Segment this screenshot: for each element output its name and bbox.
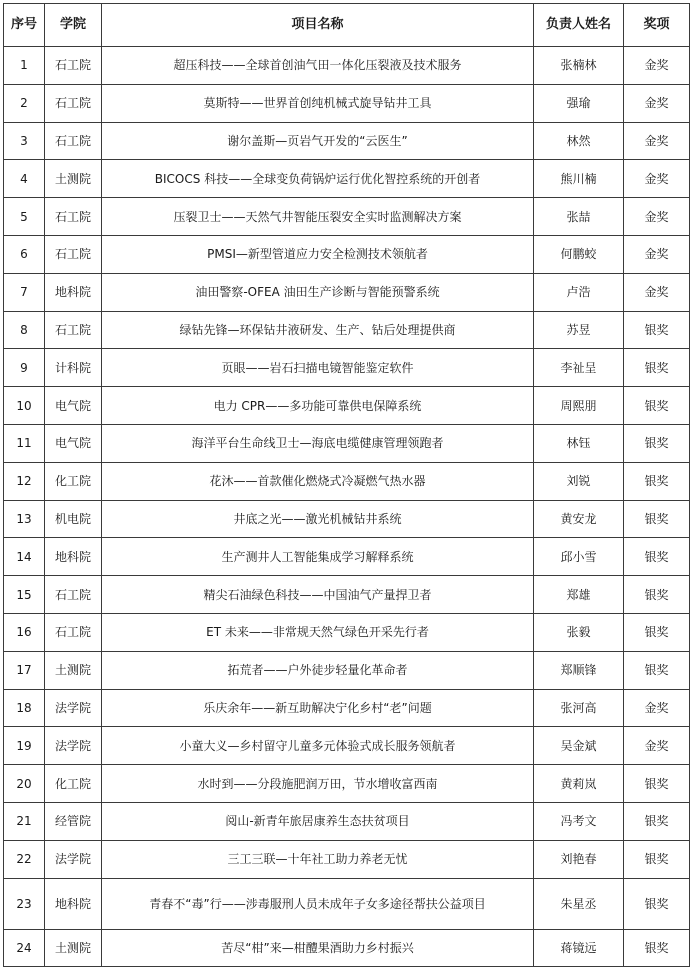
project-name-cell: 精尖石油绿色科技——中国油气产量捍卫者 — [102, 576, 534, 614]
college-cell: 计科院 — [45, 349, 102, 387]
table-row — [4, 349, 690, 387]
college-cell: 地科院 — [45, 878, 102, 929]
table-row — [4, 613, 690, 651]
project-name-cell: 阅山-新青年旅居康养生态扶贫项目 — [102, 802, 534, 840]
project-name-cell: 绿钻先锋—环保钻井液研发、生产、钻后处理提供商 — [102, 311, 534, 349]
award-cell: 银奖 — [624, 613, 690, 651]
table-row — [4, 878, 690, 929]
table-row — [4, 424, 690, 462]
award-cell: 金奖 — [624, 160, 690, 198]
project-name-cell: 井底之光——激光机械钻井系统 — [102, 500, 534, 538]
header-leader: 负责人姓名 — [534, 4, 624, 47]
table-row — [4, 311, 690, 349]
table-row — [4, 122, 690, 160]
row-number-cell: 12 — [4, 462, 45, 500]
award-cell: 银奖 — [624, 576, 690, 614]
college-cell: 石工院 — [45, 122, 102, 160]
table-row — [4, 84, 690, 122]
leader-name-cell: 张河高 — [534, 689, 624, 727]
table-body — [4, 47, 690, 967]
college-cell: 石工院 — [45, 613, 102, 651]
award-cell: 银奖 — [624, 311, 690, 349]
college-cell: 石工院 — [45, 198, 102, 236]
table-row — [4, 462, 690, 500]
project-name-cell: 超压科技——全球首创油气田一体化压裂液及技术服务 — [102, 47, 534, 85]
row-number-cell: 5 — [4, 198, 45, 236]
college-cell: 电气院 — [45, 387, 102, 425]
award-cell: 银奖 — [624, 765, 690, 803]
project-name-cell: 拓荒者——户外徒步轻量化革命者 — [102, 651, 534, 689]
leader-name-cell: 何鹏蛟 — [534, 235, 624, 273]
project-name-cell: 三工三联—十年社工助力养老无忧 — [102, 840, 534, 878]
project-name-cell: 青春不“毒”行——涉毒服刑人员未成年子女多途径帮扶公益项目 — [102, 878, 534, 929]
award-cell: 金奖 — [624, 689, 690, 727]
row-number-cell: 22 — [4, 840, 45, 878]
row-number-cell: 11 — [4, 424, 45, 462]
award-cell: 银奖 — [624, 462, 690, 500]
award-cell: 银奖 — [624, 500, 690, 538]
leader-name-cell: 朱星丞 — [534, 878, 624, 929]
award-cell: 金奖 — [624, 235, 690, 273]
project-name-cell: 油田警察-OFEA 油田生产诊断与智能预警系统 — [102, 273, 534, 311]
award-cell: 金奖 — [624, 122, 690, 160]
row-number-cell: 14 — [4, 538, 45, 576]
leader-name-cell: 黄莉岚 — [534, 765, 624, 803]
table-row — [4, 727, 690, 765]
leader-name-cell: 郑雄 — [534, 576, 624, 614]
award-cell: 银奖 — [624, 802, 690, 840]
project-name-cell: 海洋平台生命线卫士—海底电缆健康管理领跑者 — [102, 424, 534, 462]
table-row — [4, 235, 690, 273]
row-number-cell: 10 — [4, 387, 45, 425]
row-number-cell: 21 — [4, 802, 45, 840]
leader-name-cell: 张毅 — [534, 613, 624, 651]
project-name-cell: 小童大义—乡村留守儿童多元体验式成长服务领航者 — [102, 727, 534, 765]
table-row — [4, 47, 690, 85]
table-row — [4, 929, 690, 967]
leader-name-cell: 刘艳春 — [534, 840, 624, 878]
award-cell: 银奖 — [624, 387, 690, 425]
table-row — [4, 538, 690, 576]
project-name-cell: 花沐——首款催化燃烧式冷凝燃气热水器 — [102, 462, 534, 500]
college-cell: 石工院 — [45, 311, 102, 349]
row-number-cell: 6 — [4, 235, 45, 273]
award-cell: 银奖 — [624, 651, 690, 689]
row-number-cell: 18 — [4, 689, 45, 727]
row-number-cell: 13 — [4, 500, 45, 538]
college-cell: 土测院 — [45, 160, 102, 198]
leader-name-cell: 林然 — [534, 122, 624, 160]
leader-name-cell: 林钰 — [534, 424, 624, 462]
row-number-cell: 16 — [4, 613, 45, 651]
award-cell: 银奖 — [624, 878, 690, 929]
header-college: 学院 — [45, 4, 102, 47]
leader-name-cell: 周熙朋 — [534, 387, 624, 425]
project-name-cell: 生产测井人工智能集成学习解释系统 — [102, 538, 534, 576]
award-cell: 金奖 — [624, 198, 690, 236]
table-row — [4, 198, 690, 236]
leader-name-cell: 黄安龙 — [534, 500, 624, 538]
leader-name-cell: 李祉呈 — [534, 349, 624, 387]
row-number-cell: 4 — [4, 160, 45, 198]
table-row — [4, 765, 690, 803]
college-cell: 石工院 — [45, 84, 102, 122]
table-row — [4, 160, 690, 198]
project-name-cell: PMSI—新型管道应力安全检测技术领航者 — [102, 235, 534, 273]
project-name-cell: 乐庆余年——新互助解决宁化乡村“老”问题 — [102, 689, 534, 727]
college-cell: 土测院 — [45, 929, 102, 967]
row-number-cell: 23 — [4, 878, 45, 929]
row-number-cell: 19 — [4, 727, 45, 765]
project-name-cell: 电力 CPR——多功能可靠供电保障系统 — [102, 387, 534, 425]
row-number-cell: 7 — [4, 273, 45, 311]
row-number-cell: 17 — [4, 651, 45, 689]
college-cell: 石工院 — [45, 47, 102, 85]
leader-name-cell: 卢浩 — [534, 273, 624, 311]
leader-name-cell: 蒋镜远 — [534, 929, 624, 967]
leader-name-cell: 苏昱 — [534, 311, 624, 349]
awards-table — [3, 3, 690, 967]
college-cell: 石工院 — [45, 235, 102, 273]
leader-name-cell: 吴金斌 — [534, 727, 624, 765]
table-row — [4, 802, 690, 840]
row-number-cell: 9 — [4, 349, 45, 387]
project-name-cell: 莫斯特——世界首创纯机械式旋导钻井工具 — [102, 84, 534, 122]
leader-name-cell: 熊川楠 — [534, 160, 624, 198]
college-cell: 法学院 — [45, 689, 102, 727]
table-row — [4, 651, 690, 689]
college-cell: 经管院 — [45, 802, 102, 840]
header-project: 项目名称 — [102, 4, 534, 47]
award-cell: 金奖 — [624, 273, 690, 311]
table-row — [4, 689, 690, 727]
row-number-cell: 3 — [4, 122, 45, 160]
college-cell: 地科院 — [45, 273, 102, 311]
college-cell: 土测院 — [45, 651, 102, 689]
table-row — [4, 500, 690, 538]
table-row — [4, 273, 690, 311]
row-number-cell: 20 — [4, 765, 45, 803]
college-cell: 电气院 — [45, 424, 102, 462]
row-number-cell: 1 — [4, 47, 45, 85]
college-cell: 法学院 — [45, 840, 102, 878]
project-name-cell: 压裂卫士——天然气井智能压裂安全实时监测解决方案 — [102, 198, 534, 236]
header-award: 奖项 — [624, 4, 690, 47]
table-row — [4, 387, 690, 425]
award-cell: 银奖 — [624, 424, 690, 462]
leader-name-cell: 刘锐 — [534, 462, 624, 500]
award-cell: 金奖 — [624, 47, 690, 85]
project-name-cell: 苦尽“柑”来—柑醴果酒助力乡村振兴 — [102, 929, 534, 967]
row-number-cell: 2 — [4, 84, 45, 122]
award-cell: 银奖 — [624, 349, 690, 387]
award-cell: 银奖 — [624, 538, 690, 576]
header-row — [4, 4, 690, 47]
row-number-cell: 24 — [4, 929, 45, 967]
award-cell: 银奖 — [624, 929, 690, 967]
project-name-cell: ET 未来——非常规天然气绿色开采先行者 — [102, 613, 534, 651]
project-name-cell: 水时到——分段施肥润万田，节水增收富西南 — [102, 765, 534, 803]
leader-name-cell: 强瑜 — [534, 84, 624, 122]
row-number-cell: 8 — [4, 311, 45, 349]
row-number-cell: 15 — [4, 576, 45, 614]
project-name-cell: 页眼——岩石扫描电镜智能鉴定软件 — [102, 349, 534, 387]
college-cell: 法学院 — [45, 727, 102, 765]
table-row — [4, 576, 690, 614]
award-cell: 银奖 — [624, 840, 690, 878]
project-name-cell: BICOCS 科技——全球变负荷锅炉运行优化智控系统的开创者 — [102, 160, 534, 198]
leader-name-cell: 张喆 — [534, 198, 624, 236]
leader-name-cell: 冯考文 — [534, 802, 624, 840]
college-cell: 地科院 — [45, 538, 102, 576]
header-no: 序号 — [4, 4, 45, 47]
leader-name-cell: 张楠林 — [534, 47, 624, 85]
project-name-cell: 谢尔盖斯—页岩气开发的“云医生” — [102, 122, 534, 160]
award-cell: 金奖 — [624, 727, 690, 765]
award-cell: 金奖 — [624, 84, 690, 122]
college-cell: 化工院 — [45, 462, 102, 500]
leader-name-cell: 郑顺锋 — [534, 651, 624, 689]
college-cell: 化工院 — [45, 765, 102, 803]
table-row — [4, 840, 690, 878]
college-cell: 机电院 — [45, 500, 102, 538]
college-cell: 石工院 — [45, 576, 102, 614]
leader-name-cell: 邱小雪 — [534, 538, 624, 576]
